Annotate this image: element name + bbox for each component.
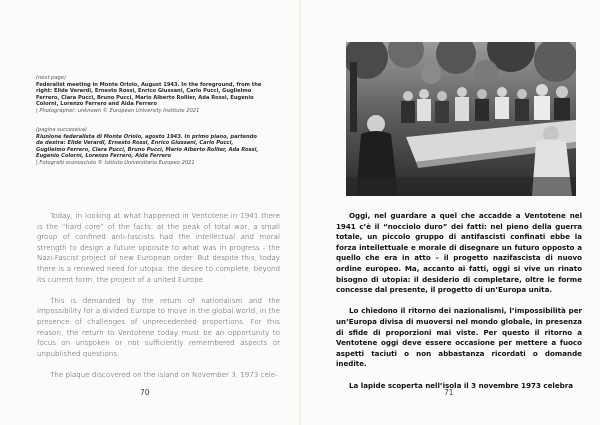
photo-drawing — [346, 42, 576, 196]
group-photograph — [346, 42, 576, 196]
paragraph: The plaque discovered on the island on November 3, 1973 cele- — [50, 369, 278, 379]
caption-credit: | Photographer: unknown © European University Institute 2021 — [36, 107, 200, 114]
paragraph: Lo chiedono il ritorno dei nazionalismi, l’impossibilità per un’Europa divisa di muoversi nel mondo globale, in presenza di sfide di proporzioni mai viste. Per questo il ritorno a Ventotene oggi deve essere occasione per mettere a fuoco aspetti taciuti o non abbastanza ricordati o domande inedite. — [336, 306, 582, 369]
paragraph: Today, in looking at what happened in Ventotene in 1941 there is the “hard core” of the facts: at the peak of total war, a small group of confined anti-fascists had the intellectual and moral strength to design a future opposite to what was in progress - the Nazi-Fascist project of new European order. But despite this, today there is a renewed need for utopia: the desire to complete, beyond its current form, the project of a united Europe. — [37, 211, 280, 284]
caption-credit: | Fotografo sconosciuto © Istituto Universitario Europeo 2021 — [36, 159, 195, 166]
photo-caption-italian — [36, 127, 262, 166]
page-number: 70 — [140, 388, 150, 397]
paragraph: La lapide scoperta nell’isola il 3 novembre 1973 celebra — [349, 380, 574, 390]
caption-body: Federalist meeting in Monte Oriolo, August 1943. In the foreground, from the right: Elide Verardi, Ernesto Rossi, Enrico Giussani, Carlo Pucci, Guglielmo Ferrero, Clara Pucci, Bruno Pucci, Mario Alberto Rollier, Ada Rossi, Eugenio Colorni, Lorenzo Ferrero and Aida Ferrero — [36, 81, 262, 107]
caption-label: (pagina successiva) — [36, 127, 87, 133]
photo-caption-english — [36, 75, 262, 114]
paragraph: This is demanded by the return of nationalism and the impossibility for a divided Europe to move in the global world, in the presence of challenges of unprecedented proportions. For this reason, the return to Ventotene today must be an opportunity to focus on unspoken or not sufficiently remembered aspects or unpublished questions. — [37, 295, 280, 358]
italian-body-text — [336, 211, 582, 402]
caption-label: (next page) — [36, 75, 66, 81]
english-body-text — [37, 211, 280, 391]
page-number: 71 — [444, 388, 454, 397]
paragraph: Oggi, nel guardare a quel che accadde a Ventotene nel 1941 c’è il “nocciolo duro” dei fatti: nel pieno della guerra totale, un piccolo gruppo di antifascisti confinati ebbe la forza intellettuale e morale di disegnare un futuro opposto a quello che era in atto – il progetto nazifascista di nuovo ordine europeo. Ma, accanto ai fatti, oggi si vive un rinato bisogno di utopia: il desiderio di completare, oltre le forme concesse dal presente, il progetto di un’Europa unita. — [336, 211, 582, 295]
caption-body: Riunione federalista di Monte Oriolo, agosto 1943. In primo piano, partendo da destra: Elide Verardi, Ernesto Rossi, Enrico Giussani, Carlo Pucci, Guglielmo Ferrero, Clara Pucci, Bruno Pucci, Mario Alberto Rollier, Ada Rossi, Eugenio Colorni, Lorenzo Ferrero, Aida Ferrero — [36, 133, 259, 159]
